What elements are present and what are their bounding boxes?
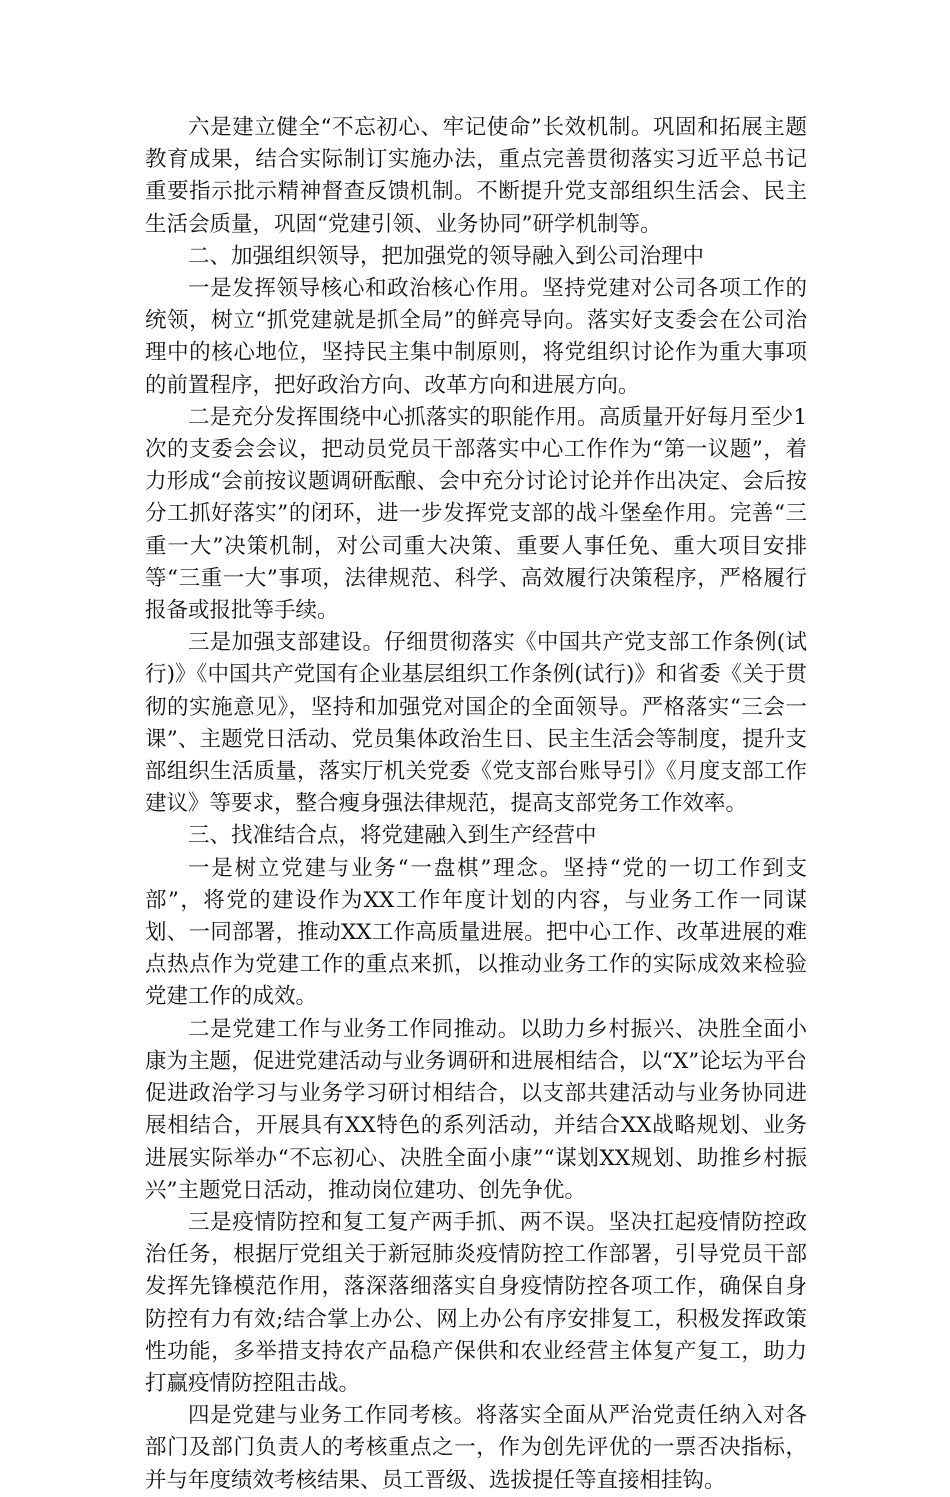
paragraph-functional-role: 二是充分发挥围绕中心抓落实的职能作用。高质量开好每月至少1次的支委会会议，把动员党员干部落实中心工作作为“第一议题”，着力形成“会前按议题调研酝酿、会中充分讨论讨论并作出决定、会后按分工抓好落实”的闭环，进一步发挥党支部的战斗堡垒作用。完善“三重一大”决策机制，对公司重大决策、重要人事任免、重大项目安排等“三重一大”事项，法律规范、科学、高效履行决策程序，严格履行报备或报批等手续。 [145,404,807,624]
paragraph-epidemic-control: 三是疫情防控和复工复产两手抓、两不误。坚决扛起疫情防控政治任务，根据厅党组关于新冠肺炎疫情防控工作部署，引导党员干部发挥先锋模范作用，落深落细落实自身疫情防控各项工作，确保自身防控有力有效;结合掌上办公、网上办公有序安排复工，积极发挥政策性功能，多举措支持农产品稳产保供和农业经营主体复产复工，助力打赢疫情防控阻击战。 [145,1209,807,1396]
document-body [145,112,807,1497]
section-heading-2: 二、加强组织领导，把加强党的领导融入到公司治理中 [188,243,705,269]
paragraph-joint-assessment: 四是党建与业务工作同考核。将落实全面从严治党责任纳入对各部门及部门负责人的考核重点之一，作为创先评优的一票否决指标，并与年度绩效考核结果、员工晋级、选拔提任等直接相挂钩。 [145,1403,807,1493]
section-heading-3: 三、找准结合点，将党建融入到生产经营中 [188,823,597,849]
paragraph-leadership-core: 一是发挥领导核心和政治核心作用。坚持党建对公司各项工作的统领，树立“抓党建就是抓全局”的鲜亮导向。落实好支委会在公司治理中的核心地位，坚持民主集中制原则，将党组织讨论作为重大事项的前置程序，把好政治方向、改革方向和进展方向。 [145,276,807,398]
paragraph-one-chessboard: 一是树立党建与业务“一盘棋”理念。坚持“党的一切工作到支部”，将党的建设作为XX工作年度计划的内容，与业务工作一同谋划、一同部署，推动XX工作高质量进展。把中心工作、改革进展的难点热点作为党建工作的重点来抓，以推动业务工作的实际成效来检验党建工作的成效。 [145,855,807,1010]
paragraph-branch-building: 三是加强支部建设。仔细贯彻落实《中国共产党支部工作条例(试行)》《中国共产党国有企业基层组织工作条例(试行)》和省委《关于贯彻的实施意见》，坚持和加强党对国企的全面领导。严格落实“三会一课”、主题党日活动、党员集体政治生日、民主生活会等制度，提升支部组织生活质量，落实厅机关党委《党支部台账导引》《月度支部工作建议》等要求，整合瘦身强法律规范，提高支部党务工作效率。 [145,630,807,817]
paragraph-joint-promotion: 二是党建工作与业务工作同推动。以助力乡村振兴、决胜全面小康为主题，促进党建活动与业务调研和进展相结合，以“X”论坛为平台促进政治学习与业务学习研讨相结合，以支部共建活动与业务协同进展相结合，开展具有XX特色的系列活动，并结合XX战略规划、业务进展实际举办“不忘初心、决胜全面小康”“谋划XX规划、助推乡村振兴”主题党日活动，推动岗位建功、创先争优。 [145,1016,807,1203]
paragraph-long-term-mechanism: 六是建立健全“不忘初心、牢记使命”长效机制。巩固和拓展主题教育成果，结合实际制订实施办法，重点完善贯彻落实习近平总书记重要指示批示精神督查反馈机制。不断提升党支部组织生活会、民主生活会质量，巩固“党建引领、业务协同”研学机制等。 [145,115,807,237]
